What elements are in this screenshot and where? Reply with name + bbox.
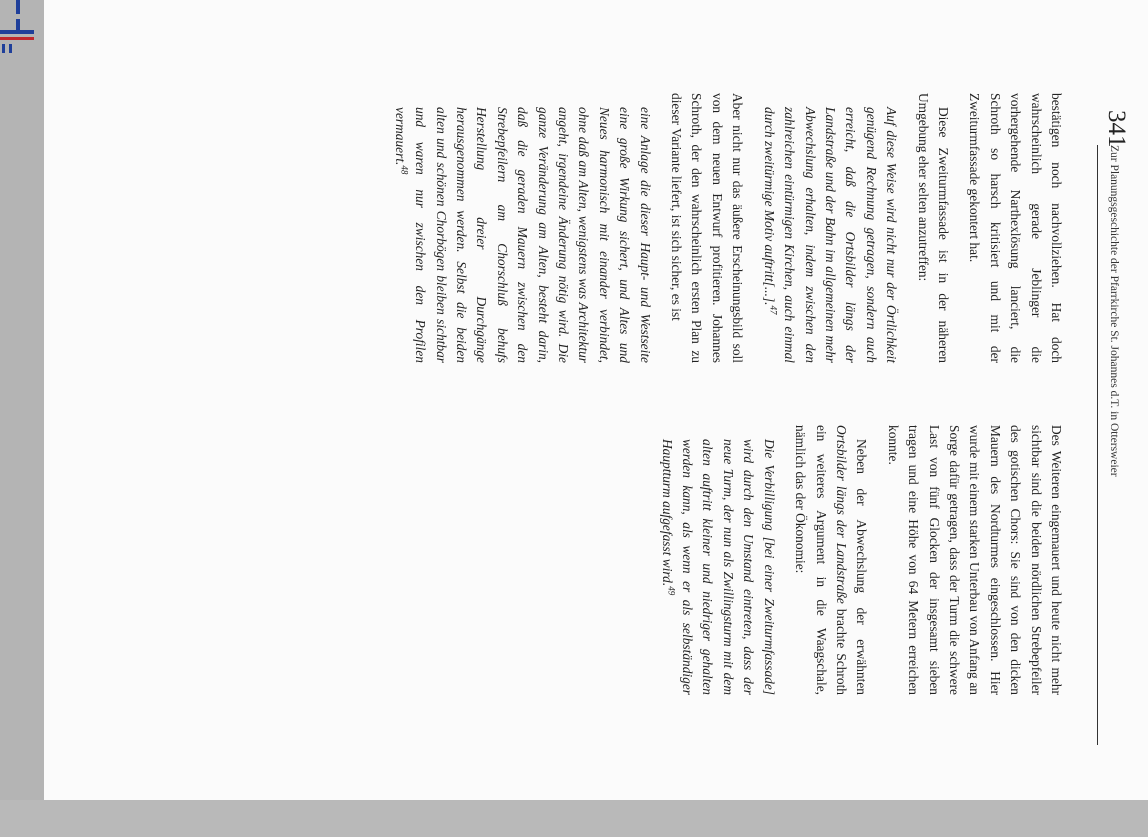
paragraph: Des Weiteren eingemauert und heute nicht mehr sichtbar sind die beiden nördlichen Strebepfeiler des gotischen Chors: Sie sind von den dicken Mauern des Nordturmes eingeschlossen. Hier wurde mit einem starken Unterbau von Anfang an Sorge dafür getragen, dass der Turm die schwere Last von fünf Glocken der insgesamt sieben tragen und eine Höhe von 64 Metern erreichen konnte. — [885, 425, 1064, 695]
paragraph: Aber nicht nur das äußere Erscheinungsbild soll von dem neuen Entwurf profitieren. Johannes Schroth, der den wahrscheinlich ersten Plan zu dieser Variante liefert, ist sich sicher, es ist — [669, 93, 746, 363]
running-title: Zur Planungsgeschichte der Pfarrkirche St. Johannes d.T. in Ottersweier — [1108, 145, 1120, 477]
page-header — [1060, 95, 1130, 715]
block-quote — [656, 425, 778, 695]
quote-text: Auf diese Weise wird nicht nur der Örtlichkeit genügend Rechnung getragen, sondern auch erreicht, daß die Ortsbilder längs der Landstraße und der Bahn im allgemeinen mehr Abwechslung erhalten, indem zwischen den zahlreichen eintürmigen Kirchen, auch einmal durch zweitürmige Motiv auftritt[...]. — [761, 107, 900, 363]
block-quote — [389, 93, 654, 363]
text-column-right — [645, 425, 1066, 695]
document-page — [44, 0, 1148, 800]
footnote-marker: 49 — [666, 586, 677, 596]
paragraph-text: brachte Schroth ein weiteres Argument in die Waagschale, nämlich das der Ökonomie: — [793, 425, 849, 695]
footnote-marker: 47 — [768, 305, 779, 315]
page-number: 341 — [1103, 110, 1130, 148]
block-quote — [758, 93, 901, 363]
paragraph: Diese Zweiturmfassade ist in der näheren Umgebung eher selten anzutreffen: — [915, 93, 951, 363]
quote-text: eine Anlage die dieser Haupt- und Westseite eine große Wirkung sichert, und Altes und Neues harmonisch mit einander verbindet, ohne daß am Alten, wenigstens was Architektur angeht, irgendeine Änderung nötig wird. Die ganze Veränderung am Alten, besteht darin, daß die geraden Mauern zwischen den Strebepfeilern am Chorschluß behufs Herstellung dreier Durchgänge herausgenommen werden. Selbst die beiden alten und schönen Chorbögen bleiben sichtbar und waren nur zwischen den Profilen vermauert. — [392, 107, 653, 363]
paragraph: bestätigen noch nachvollziehen. Hat doch wahrscheinlich gerade Jeblinger die vorhergehende Narthexlösung lanciert, die Schroth so harsch kritisiert und mit der Zweiturmfassade gekontert hat. — [967, 93, 1064, 363]
footnote-marker: 48 — [399, 165, 410, 175]
paragraph — [790, 425, 872, 695]
paragraph-text: Neben der Abwechslung der erwähnten — [854, 439, 870, 695]
header-rule — [1097, 145, 1098, 745]
library-logo-icon — [0, 0, 44, 60]
quote-text: Die Verbilligung [bei einer Zweiturmfassade] wird durch den Umstand eintreten, dass der neue Turm, der nun als Zwillingsturm mit dem alten auftritt kleiner und niedriger gehalten werden kann, als wenn er als selbständiger Hauptturm aufgefasst wird. — [659, 439, 777, 695]
italic-phrase: Ortsbilder längs der Landstraße — [833, 425, 849, 604]
viewer-sidebar — [0, 0, 44, 800]
text-column-left — [378, 93, 1066, 363]
rotated-page-content — [44, 0, 1148, 800]
